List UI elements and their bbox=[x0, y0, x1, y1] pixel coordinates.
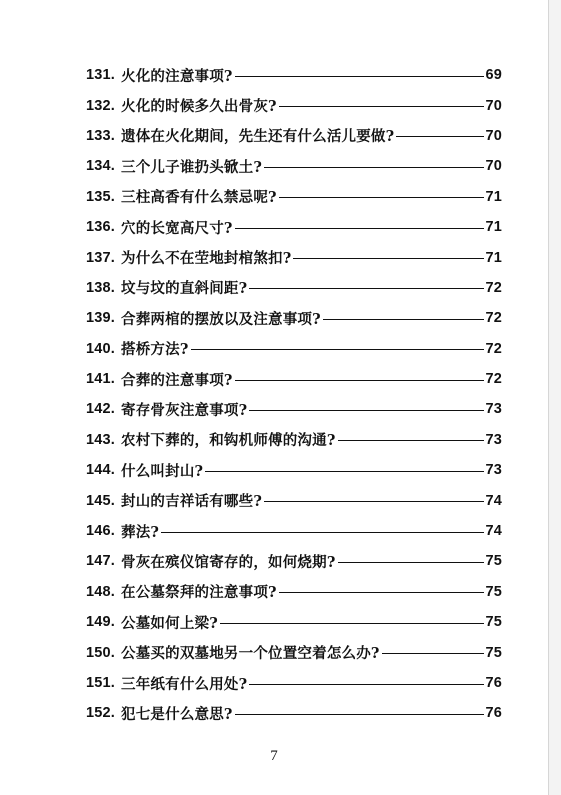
toc-entry-number: 148. bbox=[86, 583, 116, 600]
toc-entry-title: 骨灰在殡仪馆寄存的，如何烧期? bbox=[121, 553, 336, 571]
toc-entry-page: 72 bbox=[485, 279, 502, 296]
toc-entry bbox=[86, 485, 502, 515]
toc-entry-number: 146. bbox=[86, 523, 116, 540]
toc-entry-page: 70 bbox=[485, 97, 502, 114]
toc-entry-number: 136. bbox=[86, 219, 116, 236]
toc-leader-line bbox=[249, 684, 484, 685]
toc-entry-title: 公墓如何上梁? bbox=[121, 614, 218, 632]
toc-leader-line bbox=[264, 501, 484, 502]
toc-leader-line bbox=[205, 471, 484, 472]
toc-entry-page: 73 bbox=[485, 401, 502, 418]
toc-entry-page: 75 bbox=[485, 553, 502, 570]
toc-leader-line bbox=[323, 319, 485, 320]
toc-entry-title: 火化的注意事项? bbox=[121, 67, 233, 85]
toc-leader-line bbox=[220, 623, 485, 624]
toc-entry-title: 寄存骨灰注意事项? bbox=[121, 401, 248, 419]
toc-entry bbox=[86, 607, 502, 637]
toc-leader-line bbox=[396, 136, 484, 137]
toc-entry-title: 穴的长宽高尺寸? bbox=[121, 219, 233, 237]
toc-entry-number: 137. bbox=[86, 249, 116, 266]
toc-entry-title: 三年纸有什么用处? bbox=[121, 675, 248, 693]
toc-entry-title: 搭桥方法? bbox=[121, 341, 189, 359]
toc-entry-page: 69 bbox=[485, 67, 502, 84]
toc-entry bbox=[86, 516, 502, 546]
toc-entry-number: 133. bbox=[86, 127, 116, 144]
toc-leader-line bbox=[382, 653, 485, 654]
toc-entry-page: 75 bbox=[485, 614, 502, 631]
toc-leader-line bbox=[249, 410, 484, 411]
toc-entry-number: 149. bbox=[86, 614, 116, 631]
toc-entry bbox=[86, 698, 502, 728]
toc-leader-line bbox=[338, 562, 485, 563]
toc-entry-title: 在公墓祭拜的注意事项? bbox=[121, 584, 277, 602]
toc-entry bbox=[86, 182, 502, 212]
toc-entry-page: 75 bbox=[485, 583, 502, 600]
toc-entry-title: 葬法? bbox=[121, 523, 160, 541]
toc-entry bbox=[86, 273, 502, 303]
toc-entry-number: 139. bbox=[86, 310, 116, 327]
toc-entry-number: 132. bbox=[86, 97, 116, 114]
toc-entry-title: 农村下葬的，和钩机师傅的沟通? bbox=[121, 432, 336, 450]
toc-entry-title: 坟与坟的直斜间距? bbox=[121, 280, 248, 298]
toc-entry-number: 135. bbox=[86, 188, 116, 205]
toc-entry-page: 72 bbox=[485, 371, 502, 388]
toc-entry-page: 73 bbox=[485, 431, 502, 448]
toc-entry-number: 131. bbox=[86, 67, 116, 84]
toc-entry-title: 犯七是什么意思? bbox=[121, 705, 233, 723]
toc-entry-title: 合葬的注意事项? bbox=[121, 371, 233, 389]
toc-entry bbox=[86, 577, 502, 607]
toc-entry-page: 75 bbox=[485, 644, 502, 661]
toc-entry-title: 火化的时候多久出骨灰? bbox=[121, 98, 277, 116]
toc-entry-page: 76 bbox=[485, 675, 502, 691]
toc-entry-number: 141. bbox=[86, 371, 116, 388]
toc-entry-title: 遗体在火化期间，先生还有什么活儿要做? bbox=[121, 128, 395, 146]
toc-entry-page: 71 bbox=[485, 188, 502, 205]
toc-entry bbox=[86, 303, 502, 333]
toc-entry-page: 76 bbox=[485, 705, 502, 722]
toc-leader-line bbox=[264, 167, 484, 168]
toc-entry bbox=[86, 455, 502, 485]
toc-entry bbox=[86, 334, 502, 364]
toc-entry bbox=[86, 364, 502, 394]
toc-entry-page: 72 bbox=[485, 340, 502, 357]
toc-entry-title: 三柱高香有什么禁忌呢? bbox=[121, 189, 277, 207]
toc-leader-line bbox=[191, 349, 485, 350]
table-of-contents bbox=[86, 60, 502, 729]
toc-entry-title: 合葬两棺的摆放以及注意事项? bbox=[121, 310, 321, 328]
toc-entry-number: 147. bbox=[86, 553, 116, 570]
toc-leader-line bbox=[279, 106, 485, 107]
toc-entry-page: 71 bbox=[485, 249, 502, 266]
toc-leader-line bbox=[235, 714, 485, 715]
toc-entry bbox=[86, 668, 502, 698]
toc-entry-page: 73 bbox=[485, 462, 502, 479]
toc-entry-title: 三个儿子谁扔头锨土? bbox=[121, 158, 263, 176]
toc-entry bbox=[86, 425, 502, 455]
toc-leader-line bbox=[293, 258, 484, 259]
toc-entry bbox=[86, 212, 502, 242]
toc-leader-line bbox=[235, 228, 485, 229]
toc-entry-title: 封山的吉祥话有哪些? bbox=[121, 493, 263, 511]
toc-entry bbox=[86, 394, 502, 424]
toc-entry bbox=[86, 546, 502, 576]
toc-entry bbox=[86, 242, 502, 272]
toc-entry-title: 公墓买的双墓地另一个位置空着怎么办? bbox=[121, 645, 380, 663]
toc-entry-page: 74 bbox=[485, 492, 502, 509]
toc-entry-number: 151. bbox=[86, 675, 116, 691]
toc-leader-line bbox=[235, 76, 485, 77]
toc-entry-number: 134. bbox=[86, 158, 116, 175]
toc-entry bbox=[86, 121, 502, 151]
toc-entry-page: 74 bbox=[485, 523, 502, 540]
toc-leader-line bbox=[338, 440, 485, 441]
toc-entry-page: 72 bbox=[485, 310, 502, 327]
toc-leader-line bbox=[249, 288, 484, 289]
page-number: 7 bbox=[270, 748, 278, 764]
toc-entry-number: 143. bbox=[86, 431, 116, 448]
toc-entry bbox=[86, 60, 502, 90]
toc-leader-line bbox=[235, 380, 485, 381]
toc-entry-number: 142. bbox=[86, 401, 116, 418]
toc-entry-number: 152. bbox=[86, 705, 116, 722]
toc-entry-number: 138. bbox=[86, 279, 116, 296]
toc-entry-number: 140. bbox=[86, 340, 116, 357]
toc-entry-page: 70 bbox=[485, 158, 502, 175]
toc-entry-number: 144. bbox=[86, 462, 116, 479]
toc-entry-page: 71 bbox=[485, 219, 502, 236]
toc-leader-line bbox=[161, 532, 484, 533]
toc-entry bbox=[86, 637, 502, 667]
toc-entry-number: 150. bbox=[86, 644, 116, 661]
toc-leader-line bbox=[279, 592, 485, 593]
toc-entry-number: 145. bbox=[86, 492, 116, 509]
toc-entry bbox=[86, 90, 502, 120]
toc-entry-title: 为什么不在茔地封棺煞扣? bbox=[121, 250, 292, 268]
toc-entry bbox=[86, 151, 502, 181]
toc-entry-page: 70 bbox=[485, 127, 502, 144]
toc-entry-title: 什么叫封山? bbox=[121, 462, 204, 480]
toc-leader-line bbox=[279, 197, 485, 198]
